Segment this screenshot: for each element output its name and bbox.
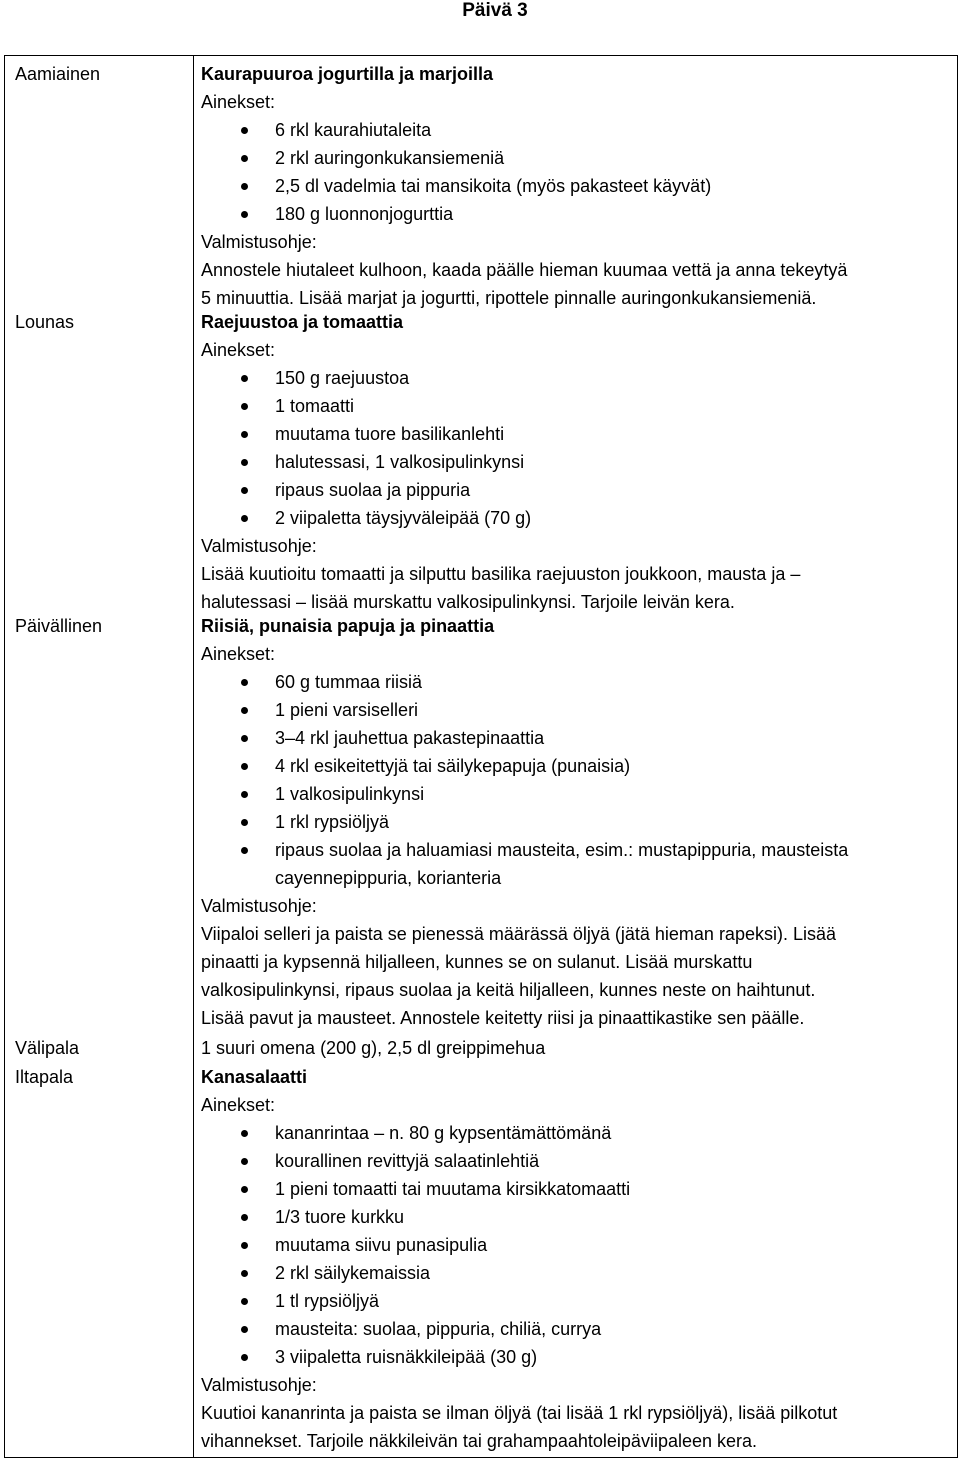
list-item: 1 tl rypsiöljyä [201, 1287, 953, 1315]
list-item: 3–4 rkl jauhettua pakastepinaattia [201, 724, 953, 752]
list-item: 60 g tummaa riisiä [201, 668, 953, 696]
instructions-line: Viipaloi selleri ja paista se pienessä määrässä öljyä (jätä hieman rapeksi). Lisää [201, 924, 836, 944]
meal-label-snack: Välipala [15, 1038, 80, 1058]
list-item: kananrintaa – n. 80 g kypsentämättömänä [201, 1119, 953, 1147]
bullet-icon [241, 1186, 248, 1193]
list-item: 2 rkl auringonkukansiemeniä [201, 144, 953, 172]
list-item: muutama siivu punasipulia [201, 1231, 953, 1259]
meal-label-evening-snack: Iltapala [15, 1067, 74, 1087]
instructions-line: halutessasi – lisää murskattu valkosipulinkynsi. Tarjoile leivän kera. [201, 592, 735, 612]
bullet-icon [241, 487, 248, 494]
bullet-icon [241, 183, 248, 190]
breakfast-recipe [201, 60, 953, 312]
instructions-line: pinaatti ja kypsennä hiljalleen, kunnes se on sulanut. Lisää murskattu [201, 952, 753, 972]
list-item: 2 viipaletta täysjyväleipää (70 g) [201, 504, 953, 532]
evening-snack-recipe [201, 1063, 953, 1455]
list-item: 1 tomaatti [201, 392, 953, 420]
recipe-title: Riisiä, punaisia papuja ja pinaattia [201, 616, 495, 636]
ingredients-label: Ainekset: [201, 92, 276, 112]
list-item: 180 g luonnonjogurttia [201, 200, 953, 228]
bullet-icon [241, 515, 248, 522]
page-title: Päivä 3 [462, 0, 528, 21]
bullet-icon [241, 459, 248, 466]
instructions-line: Lisää pavut ja mausteet. Annostele keitetty riisi ja pinaattikastike sen päälle. [201, 1008, 805, 1028]
bullet-icon [241, 791, 248, 798]
ingredient-list [201, 1119, 953, 1371]
bullet-icon [241, 1130, 248, 1137]
bullet-icon [241, 1354, 248, 1361]
list-item: ripaus suolaa ja haluamiasi mausteita, esim.: mustapippuria, mausteista cayennepippuria, korianteria [201, 836, 953, 892]
dinner-recipe [201, 612, 953, 1032]
list-item: 150 g raejuustoa [201, 364, 953, 392]
bullet-icon [241, 1270, 248, 1277]
bullet-icon [241, 707, 248, 714]
bullet-icon [241, 1214, 248, 1221]
bullet-icon [241, 211, 248, 218]
ingredients-label: Ainekset: [201, 644, 276, 664]
list-item: kourallinen revittyjä salaatinlehtiä [201, 1147, 953, 1175]
bullet-icon [241, 847, 248, 854]
bullet-icon [241, 155, 248, 162]
list-item: ripaus suolaa ja pippuria [201, 476, 953, 504]
meal-label-dinner: Päivällinen [15, 616, 103, 636]
list-item: 6 rkl kaurahiutaleita [201, 116, 953, 144]
list-item: 2 rkl säilykemaissia [201, 1259, 953, 1287]
bullet-icon [241, 127, 248, 134]
ingredients-label: Ainekset: [201, 1095, 276, 1115]
bullet-icon [241, 431, 248, 438]
ingredient-list [201, 364, 953, 532]
ingredient-list [201, 116, 953, 228]
ingredients-label: Ainekset: [201, 340, 276, 360]
list-item: muutama tuore basilikanlehti [201, 420, 953, 448]
bullet-icon [241, 1298, 248, 1305]
recipe-title: Raejuustoa ja tomaattia [201, 312, 404, 332]
bullet-icon [241, 1242, 248, 1249]
list-item: 4 rkl esikeitettyjä tai säilykepapuja (punaisia) [201, 752, 953, 780]
instructions-label: Valmistusohje: [201, 232, 317, 252]
instructions-label: Valmistusohje: [201, 896, 317, 916]
bullet-icon [241, 403, 248, 410]
recipe-title: Kaurapuuroa jogurtilla ja marjoilla [201, 64, 494, 84]
instructions-line: Kuutioi kananrinta ja paista se ilman öljyä (tai lisää 1 rkl rypsiöljyä), lisää pilkotut [201, 1403, 838, 1423]
list-item: mausteita: suolaa, pippuria, chiliä, currya [201, 1315, 953, 1343]
instructions-label: Valmistusohje: [201, 536, 317, 556]
bullet-icon [241, 1158, 248, 1165]
snack-text: 1 suuri omena (200 g), 2,5 dl greippimehua [201, 1038, 546, 1058]
list-item: 1/3 tuore kurkku [201, 1203, 953, 1231]
instructions-label: Valmistusohje: [201, 1375, 317, 1395]
list-item: 1 valkosipulinkynsi [201, 780, 953, 808]
list-item: 2,5 dl vadelmia tai mansikoita (myös pakasteet käyvät) [201, 172, 953, 200]
bullet-icon [241, 679, 248, 686]
bullet-icon [241, 735, 248, 742]
instructions-line: valkosipulinkynsi, ripaus suolaa ja keitä hiljalleen, kunnes neste on haihtunut. [201, 980, 816, 1000]
meal-plan-table [4, 55, 958, 1458]
instructions-line: 5 minuuttia. Lisää marjat ja jogurtti, ripottele pinnalle auringonkukansiemeniä. [201, 288, 817, 308]
list-item: 1 rkl rypsiöljyä [201, 808, 953, 836]
bullet-icon [241, 375, 248, 382]
bullet-icon [241, 819, 248, 826]
lunch-recipe [201, 308, 953, 616]
list-item: halutessasi, 1 valkosipulinkynsi [201, 448, 953, 476]
list-item: 1 pieni tomaatti tai muutama kirsikkatomaatti [201, 1175, 953, 1203]
instructions-line: Annostele hiutaleet kulhoon, kaada päälle hieman kuumaa vettä ja anna tekeytyä [201, 260, 848, 280]
column-divider [193, 56, 194, 1457]
ingredient-list [201, 668, 953, 892]
recipe-title: Kanasalaatti [201, 1067, 308, 1087]
instructions-line: vihannekset. Tarjoile näkkileivän tai grahampaahtoleipäviipaleen kera. [201, 1431, 758, 1451]
bullet-icon [241, 763, 248, 770]
bullet-icon [241, 1326, 248, 1333]
instructions-line: Lisää kuutioitu tomaatti ja silputtu basilika raejuuston joukkoon, mausta ja – [201, 564, 801, 584]
meal-label-breakfast: Aamiainen [15, 64, 101, 84]
list-item: 3 viipaletta ruisnäkkileipää (30 g) [201, 1343, 953, 1371]
meal-label-lunch: Lounas [15, 312, 75, 332]
list-item: 1 pieni varsiselleri [201, 696, 953, 724]
